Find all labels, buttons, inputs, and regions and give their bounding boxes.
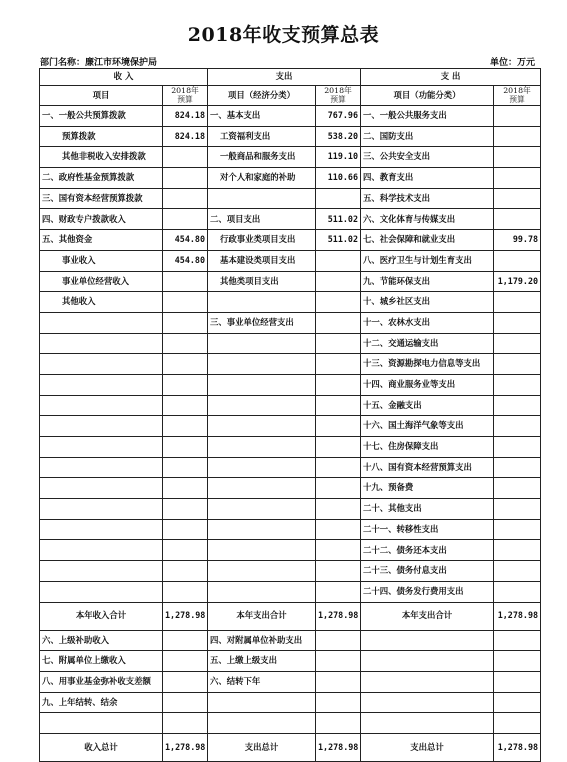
table-row	[40, 581, 541, 602]
econ-item-cell	[208, 581, 316, 602]
header-budget: 预算	[330, 94, 346, 104]
income-amount-cell	[163, 519, 208, 540]
income-item-cell: 其他非税收入安排拨款	[40, 147, 163, 168]
econ-item-cell	[208, 519, 316, 540]
func-amount-cell	[494, 561, 541, 582]
income-item-cell: 六、上级补助收入	[40, 630, 163, 651]
func-amount-cell	[494, 312, 541, 333]
income-amount-cell	[163, 147, 208, 168]
func-amount-cell	[494, 395, 541, 416]
income-item-cell: 其他收入	[40, 292, 163, 313]
income-item-cell	[40, 478, 163, 499]
econ-item-cell	[208, 188, 316, 209]
econ-amount-cell	[316, 651, 361, 672]
header-budget: 预算	[509, 94, 525, 104]
table-row	[40, 168, 541, 189]
econ-amount-cell	[316, 630, 361, 651]
income-amount-cell: 454.80	[163, 230, 208, 251]
func-amount-cell	[494, 478, 541, 499]
income-item-cell	[40, 713, 163, 734]
econ-amount-cell	[316, 499, 361, 520]
income-item-cell	[40, 581, 163, 602]
econ-amount-cell: 110.66	[316, 168, 361, 189]
income-amount-cell	[163, 581, 208, 602]
func-amount-cell	[494, 437, 541, 458]
income-amount-cell	[163, 540, 208, 561]
func-item-cell: 二十三、债务付息支出	[361, 561, 494, 582]
econ-total-value: 1,278.98	[316, 602, 361, 630]
header-year: 2018年	[171, 86, 199, 95]
table-row	[40, 416, 541, 437]
econ-amount-cell	[316, 374, 361, 395]
income-amount-cell	[163, 209, 208, 230]
econ-item-cell: 六、结转下年	[208, 671, 316, 692]
income-amount-cell	[163, 651, 208, 672]
func-item-cell: 五、科学技术支出	[361, 188, 494, 209]
income-item-cell	[40, 416, 163, 437]
func-amount-cell	[494, 168, 541, 189]
table-row	[40, 230, 541, 251]
econ-amount-cell	[316, 292, 361, 313]
econ-item-cell: 其他类项目支出	[208, 271, 316, 292]
func-item-cell	[361, 651, 494, 672]
econ-item-cell: 一般商品和服务支出	[208, 147, 316, 168]
econ-amount-cell: 511.02	[316, 230, 361, 251]
econ-amount-cell: 767.96	[316, 106, 361, 127]
unit-label: 单位：万元	[489, 58, 535, 68]
func-amount-cell	[494, 188, 541, 209]
econ-grand-label: 支出总计	[208, 733, 316, 761]
func-item-cell	[361, 671, 494, 692]
func-item-cell: 六、文化体育与传媒支出	[361, 209, 494, 230]
func-amount-cell	[494, 692, 541, 713]
income-item-cell	[40, 519, 163, 540]
econ-amount-cell: 511.02	[316, 209, 361, 230]
income-item-cell: 五、其他资金	[40, 230, 163, 251]
header-budget-func	[494, 86, 541, 106]
econ-amount-cell	[316, 250, 361, 271]
econ-amount-cell	[316, 540, 361, 561]
func-amount-cell	[494, 540, 541, 561]
econ-item-cell: 二、项目支出	[208, 209, 316, 230]
func-item-cell: 四、教育支出	[361, 168, 494, 189]
header-budget: 预算	[177, 94, 193, 104]
table-row	[40, 333, 541, 354]
econ-item-cell: 五、上缴上级支出	[208, 651, 316, 672]
income-item-cell	[40, 395, 163, 416]
table-row	[40, 651, 541, 672]
income-amount-cell: 824.18	[163, 126, 208, 147]
func-amount-cell	[494, 713, 541, 734]
func-amount-cell	[494, 354, 541, 375]
func-item-cell: 十七、住房保障支出	[361, 437, 494, 458]
table-row	[40, 250, 541, 271]
income-amount-cell	[163, 630, 208, 651]
income-amount-cell	[163, 354, 208, 375]
econ-amount-cell	[316, 457, 361, 478]
econ-item-cell	[208, 374, 316, 395]
income-item-cell	[40, 354, 163, 375]
func-amount-cell	[494, 209, 541, 230]
func-item-cell: 十八、国有资本经营预算支出	[361, 457, 494, 478]
income-amount-cell	[163, 692, 208, 713]
table-row	[40, 106, 541, 127]
table-row	[40, 671, 541, 692]
income-amount-cell	[163, 478, 208, 499]
econ-item-cell	[208, 457, 316, 478]
table-row	[40, 312, 541, 333]
income-item-cell: 三、国有资本经营预算拨款	[40, 188, 163, 209]
func-amount-cell	[494, 374, 541, 395]
income-amount-cell: 454.80	[163, 250, 208, 271]
table-row	[40, 540, 541, 561]
table-row	[40, 561, 541, 582]
budget-table	[39, 68, 541, 762]
func-amount-cell: 99.78	[494, 230, 541, 251]
econ-total-label: 本年支出合计	[208, 602, 316, 630]
income-grand-label: 收入总计	[40, 733, 163, 761]
econ-amount-cell	[316, 354, 361, 375]
econ-item-cell	[208, 437, 316, 458]
func-item-cell: 十五、金融支出	[361, 395, 494, 416]
func-amount-cell	[494, 651, 541, 672]
econ-amount-cell: 119.10	[316, 147, 361, 168]
income-amount-cell	[163, 457, 208, 478]
income-item-cell	[40, 312, 163, 333]
func-item-cell: 二、国防支出	[361, 126, 494, 147]
func-total-label: 本年支出合计	[361, 602, 494, 630]
econ-item-cell	[208, 540, 316, 561]
table-row	[40, 499, 541, 520]
func-amount-cell: 1,179.20	[494, 271, 541, 292]
econ-item-cell: 三、事业单位经营支出	[208, 312, 316, 333]
header-item: 项目	[40, 86, 163, 106]
func-item-cell: 三、公共安全支出	[361, 147, 494, 168]
department-label: 部门名称：廉江市环境保护局	[40, 58, 158, 68]
header-item-func: 项目（功能分类）	[361, 86, 494, 106]
income-amount-cell	[163, 333, 208, 354]
income-item-cell	[40, 333, 163, 354]
income-amount-cell	[163, 188, 208, 209]
table-row	[40, 457, 541, 478]
func-item-cell: 二十二、债务还本支出	[361, 540, 494, 561]
table-row	[40, 630, 541, 651]
econ-item-cell	[208, 713, 316, 734]
econ-item-cell: 工资福利支出	[208, 126, 316, 147]
func-total-value: 1,278.98	[494, 602, 541, 630]
econ-amount-cell	[316, 271, 361, 292]
econ-amount-cell	[316, 671, 361, 692]
income-amount-cell	[163, 374, 208, 395]
header-budget-econ	[316, 86, 361, 106]
section-header-row	[40, 69, 541, 86]
func-item-cell: 七、社会保障和就业支出	[361, 230, 494, 251]
func-amount-cell	[494, 416, 541, 437]
table-row	[40, 271, 541, 292]
income-item-cell	[40, 437, 163, 458]
table-row	[40, 354, 541, 375]
income-item-cell: 二、政府性基金预算拨款	[40, 168, 163, 189]
econ-amount-cell	[316, 437, 361, 458]
income-item-cell	[40, 457, 163, 478]
econ-item-cell	[208, 416, 316, 437]
income-amount-cell	[163, 312, 208, 333]
income-amount-cell	[163, 499, 208, 520]
income-item-cell: 八、用事业基金弥补收支差额	[40, 671, 163, 692]
income-amount-cell	[163, 395, 208, 416]
income-item-cell	[40, 374, 163, 395]
econ-amount-cell	[316, 188, 361, 209]
econ-amount-cell	[316, 312, 361, 333]
econ-item-cell	[208, 333, 316, 354]
table-row	[40, 147, 541, 168]
income-total-value: 1,278.98	[163, 602, 208, 630]
func-amount-cell	[494, 106, 541, 127]
func-item-cell: 十六、国土海洋气象等支出	[361, 416, 494, 437]
income-amount-cell	[163, 713, 208, 734]
econ-item-cell: 基本建设类项目支出	[208, 250, 316, 271]
income-amount-cell	[163, 292, 208, 313]
column-header-row	[40, 86, 541, 106]
econ-grand-value: 1,278.98	[316, 733, 361, 761]
econ-amount-cell	[316, 561, 361, 582]
func-amount-cell	[494, 333, 541, 354]
table-row	[40, 292, 541, 313]
income-item-cell: 预算拨款	[40, 126, 163, 147]
func-item-cell: 一、一般公共服务支出	[361, 106, 494, 127]
table-row	[40, 437, 541, 458]
func-grand-label: 支出总计	[361, 733, 494, 761]
func-amount-cell	[494, 250, 541, 271]
func-item-cell: 十三、资源勘探电力信息等支出	[361, 354, 494, 375]
func-item-cell: 二十一、转移性支出	[361, 519, 494, 540]
table-row	[40, 395, 541, 416]
income-amount-cell	[163, 671, 208, 692]
income-amount-cell	[163, 271, 208, 292]
func-item-cell: 二十四、债务发行费用支出	[361, 581, 494, 602]
income-amount-cell: 824.18	[163, 106, 208, 127]
func-item-cell: 十一、农林水支出	[361, 312, 494, 333]
func-item-cell: 十四、商业服务业等支出	[361, 374, 494, 395]
econ-amount-cell	[316, 333, 361, 354]
income-grand-value: 1,278.98	[163, 733, 208, 761]
header-year: 2018年	[324, 86, 352, 95]
table-row	[40, 692, 541, 713]
income-item-cell: 事业收入	[40, 250, 163, 271]
income-amount-cell	[163, 437, 208, 458]
table-row	[40, 519, 541, 540]
page-title: 2018年收支预算总表	[187, 24, 380, 46]
func-amount-cell	[494, 581, 541, 602]
econ-item-cell	[208, 395, 316, 416]
econ-item-cell: 四、对附属单位补助支出	[208, 630, 316, 651]
func-item-cell: 二十、其他支出	[361, 499, 494, 520]
econ-item-cell: 对个人和家庭的补助	[208, 168, 316, 189]
econ-amount-cell	[316, 395, 361, 416]
table-row	[40, 478, 541, 499]
table-row	[40, 374, 541, 395]
func-item-cell: 十九、预备费	[361, 478, 494, 499]
func-amount-cell	[494, 499, 541, 520]
func-amount-cell	[494, 457, 541, 478]
income-item-cell	[40, 561, 163, 582]
func-item-cell	[361, 692, 494, 713]
econ-amount-cell	[316, 713, 361, 734]
func-amount-cell	[494, 126, 541, 147]
header-year: 2018年	[503, 86, 531, 95]
func-item-cell: 九、节能环保支出	[361, 271, 494, 292]
header-item-econ: 项目（经济分类）	[208, 86, 316, 106]
expense-econ-section-header: 支出	[208, 69, 361, 86]
income-amount-cell	[163, 416, 208, 437]
econ-amount-cell	[316, 692, 361, 713]
income-amount-cell	[163, 561, 208, 582]
econ-item-cell	[208, 499, 316, 520]
func-grand-value: 1,278.98	[494, 733, 541, 761]
econ-amount-cell: 538.20	[316, 126, 361, 147]
econ-amount-cell	[316, 581, 361, 602]
func-amount-cell	[494, 292, 541, 313]
expense-func-section-header: 支 出	[361, 69, 541, 86]
total-row	[40, 602, 541, 630]
income-item-cell: 九、上年结转、结余	[40, 692, 163, 713]
func-amount-cell	[494, 519, 541, 540]
income-item-cell	[40, 540, 163, 561]
func-amount-cell	[494, 671, 541, 692]
income-total-label: 本年收入合计	[40, 602, 163, 630]
func-item-cell: 十、城乡社区支出	[361, 292, 494, 313]
income-item-cell: 七、附属单位上缴收入	[40, 651, 163, 672]
econ-amount-cell	[316, 478, 361, 499]
income-section-header: 收 入	[40, 69, 208, 86]
grand-total-row	[40, 733, 541, 761]
econ-item-cell	[208, 692, 316, 713]
econ-item-cell: 行政事业类项目支出	[208, 230, 316, 251]
econ-item-cell	[208, 354, 316, 375]
econ-item-cell: 一、基本支出	[208, 106, 316, 127]
income-item-cell	[40, 499, 163, 520]
table-row	[40, 126, 541, 147]
econ-item-cell	[208, 292, 316, 313]
header-budget-income	[163, 86, 208, 106]
income-item-cell: 事业单位经营收入	[40, 271, 163, 292]
table-row	[40, 209, 541, 230]
table-row	[40, 188, 541, 209]
func-item-cell	[361, 630, 494, 651]
income-item-cell: 一、一般公共预算拨款	[40, 106, 163, 127]
func-item-cell	[361, 713, 494, 734]
func-amount-cell	[494, 630, 541, 651]
func-item-cell: 八、医疗卫生与计划生育支出	[361, 250, 494, 271]
func-amount-cell	[494, 147, 541, 168]
econ-item-cell	[208, 478, 316, 499]
econ-item-cell	[208, 561, 316, 582]
func-item-cell: 十二、交通运输支出	[361, 333, 494, 354]
econ-amount-cell	[316, 519, 361, 540]
budget-table-body	[40, 69, 541, 762]
table-row	[40, 713, 541, 734]
income-amount-cell	[163, 168, 208, 189]
income-item-cell: 四、财政专户拨款收入	[40, 209, 163, 230]
econ-amount-cell	[316, 416, 361, 437]
